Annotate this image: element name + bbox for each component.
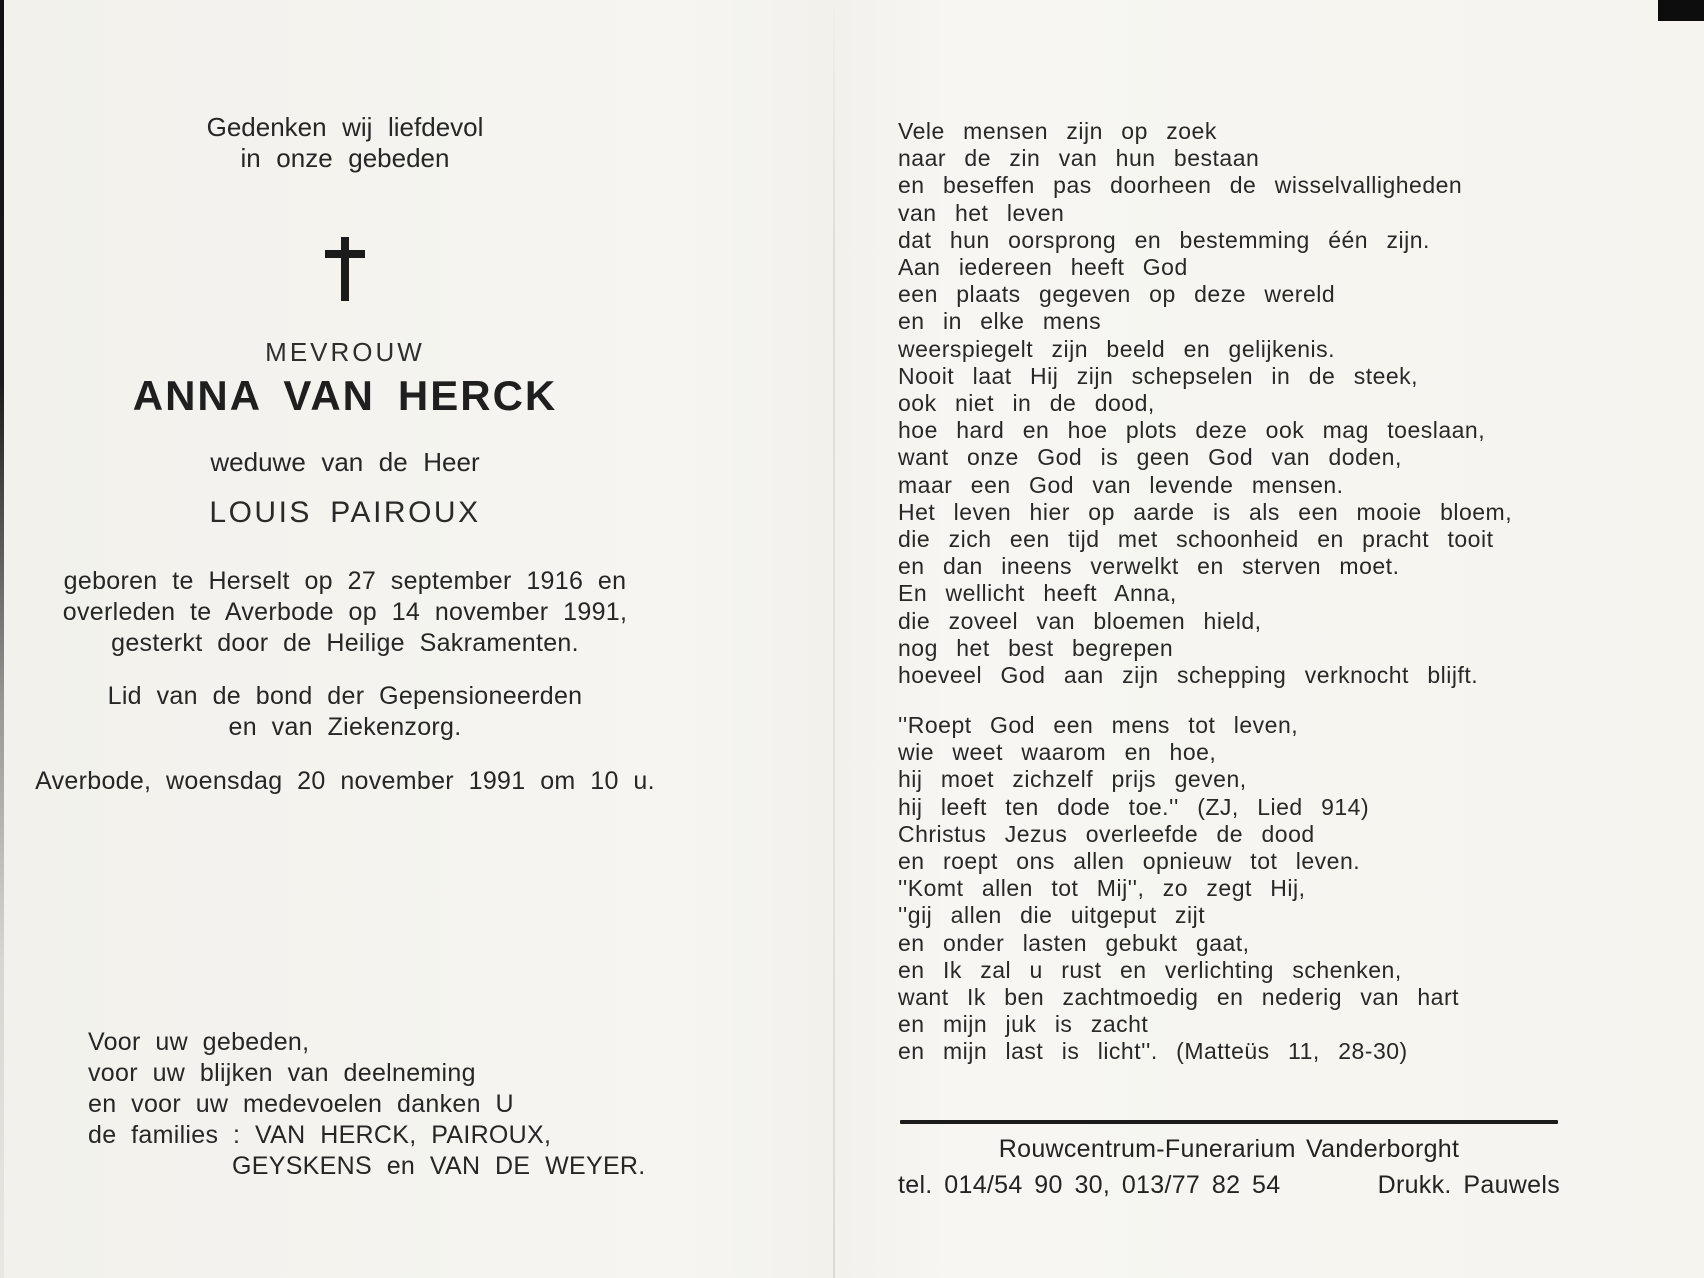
intro-line: Gedenken wij liefdevol (206, 112, 484, 142)
scripture-line: wie weet waarom en hoe, (898, 739, 1217, 766)
reflection-line: want onze God is geen God van doden, (898, 444, 1402, 471)
sacraments-line: gesterkt door de Heilige Sakramenten. (111, 629, 579, 657)
families-line: de families : VAN HERCK, PAIROUX, (88, 1121, 552, 1149)
reflection-line: Aan iedereen heeft God (898, 254, 1188, 281)
membership-line: Lid van de bond der Gepensioneerden (107, 682, 583, 710)
scripture-line: hij moet zichzelf prijs geven, (898, 766, 1247, 793)
reflection-text-block (898, 118, 1512, 689)
reflection-line: ook niet in de dood, (898, 390, 1155, 417)
reflection-line: maar een God van levende mensen. (898, 471, 1344, 498)
intro-line: in onze gebeden (240, 143, 450, 173)
scripture-line: hij leeft ten dode toe.'' (ZJ, Lied 914) (898, 793, 1370, 820)
relation-line: weduwe van de Heer (210, 447, 480, 477)
honorific-title: MEVROUW (265, 337, 425, 367)
cross-icon (35, 237, 655, 303)
scripture-line: en roept ons allen opnieuw tot leven. (898, 848, 1361, 875)
reflection-line: Het leven hier op aarde is als een mooie bloem, (898, 498, 1513, 525)
funeral-home-name: Rouwcentrum-Funerarium Vanderborght (998, 1135, 1460, 1163)
scripture-line: en mijn last is licht''. (Matteüs 11, 28-30) (898, 1038, 1408, 1065)
printer-credit: Drukk. Pauwels (1377, 1171, 1560, 1199)
reflection-line: en dan ineens verwelkt en sterven moet. (898, 553, 1400, 580)
scripture-line: en Ik zal u rust en verlichting schenken, (898, 956, 1402, 983)
reflection-line: dat hun oorsprong en bestemming één zijn. (898, 226, 1430, 253)
acknowledgement-block (88, 1027, 551, 1151)
footer-contact-row (898, 1171, 1560, 1200)
scripture-line: ''gij allen die uitgeput zijt (898, 902, 1206, 929)
scripture-line: Christus Jezus overleefde de dood (898, 820, 1315, 847)
reflection-line: weerspiegelt zijn beeld en gelijkenis. (898, 335, 1336, 362)
reflection-line: hoe hard en hoe plots deze ook mag toeslaan, (898, 417, 1486, 444)
thanks-line: Voor uw gebeden, (88, 1028, 310, 1056)
thanks-line: voor uw blijken van deelneming (88, 1059, 476, 1087)
thanks-line: en voor uw medevoelen danken U (88, 1090, 514, 1118)
reflection-line: die zich een tijd met schoonheid en pracht tooit (898, 526, 1494, 553)
reflection-line: die zoveel van bloemen hield, (898, 607, 1262, 634)
reflection-line: En wellicht heeft Anna, (898, 580, 1177, 607)
funeral-home-phones: tel. 014/54 90 30, 013/77 82 54 (898, 1171, 1281, 1199)
scripture-text-block (898, 712, 1459, 1066)
reflection-line: en beseffen pas doorheen de wisselvalligheden (898, 172, 1463, 199)
card-fold-line (833, 8, 835, 1278)
death-line: overleden te Averbode op 14 november 1991, (62, 598, 628, 626)
scripture-line: en onder lasten gebukt gaat, (898, 929, 1250, 956)
scripture-line: ''Komt allen tot Mij'', zo zegt Hij, (898, 875, 1306, 902)
scan-edge-shadow (0, 0, 4, 1278)
spouse-name: LOUIS PAIROUX (209, 496, 481, 529)
reflection-line: en in elke mens (898, 308, 1102, 335)
reflection-line: Vele mensen zijn op zoek (898, 118, 1217, 144)
reflection-line: van het leven (898, 199, 1065, 226)
scripture-line: want Ik ben zachtmoedig en nederig van hart (898, 984, 1460, 1011)
footer-divider (900, 1120, 1558, 1124)
birth-line: geboren te Herselt op 27 september 1916 en (63, 567, 627, 595)
reflection-line: Nooit laat Hij zijn schepselen in de steek, (898, 362, 1419, 389)
membership-line: en van Ziekenzorg. (228, 713, 462, 741)
reflection-line: nog het best begrepen (898, 634, 1174, 661)
deceased-name: ANNA VAN HERCK (132, 372, 558, 419)
reflection-line: naar de zin van hun bestaan (898, 145, 1260, 172)
scripture-line: ''Roept God een mens tot leven, (898, 712, 1299, 738)
service-date-line: Averbode, woensdag 20 november 1991 om 10 u. (35, 767, 655, 795)
scan-corner-mark (1658, 0, 1704, 21)
reflection-line: een plaats gegeven op deze wereld (898, 281, 1336, 308)
families-line-continued: GEYSKENS en VAN DE WEYER. (232, 1152, 646, 1180)
reflection-line: hoeveel God aan zijn schepping verknocht blijft. (898, 662, 1479, 689)
scripture-line: en mijn juk is zacht (898, 1011, 1149, 1038)
